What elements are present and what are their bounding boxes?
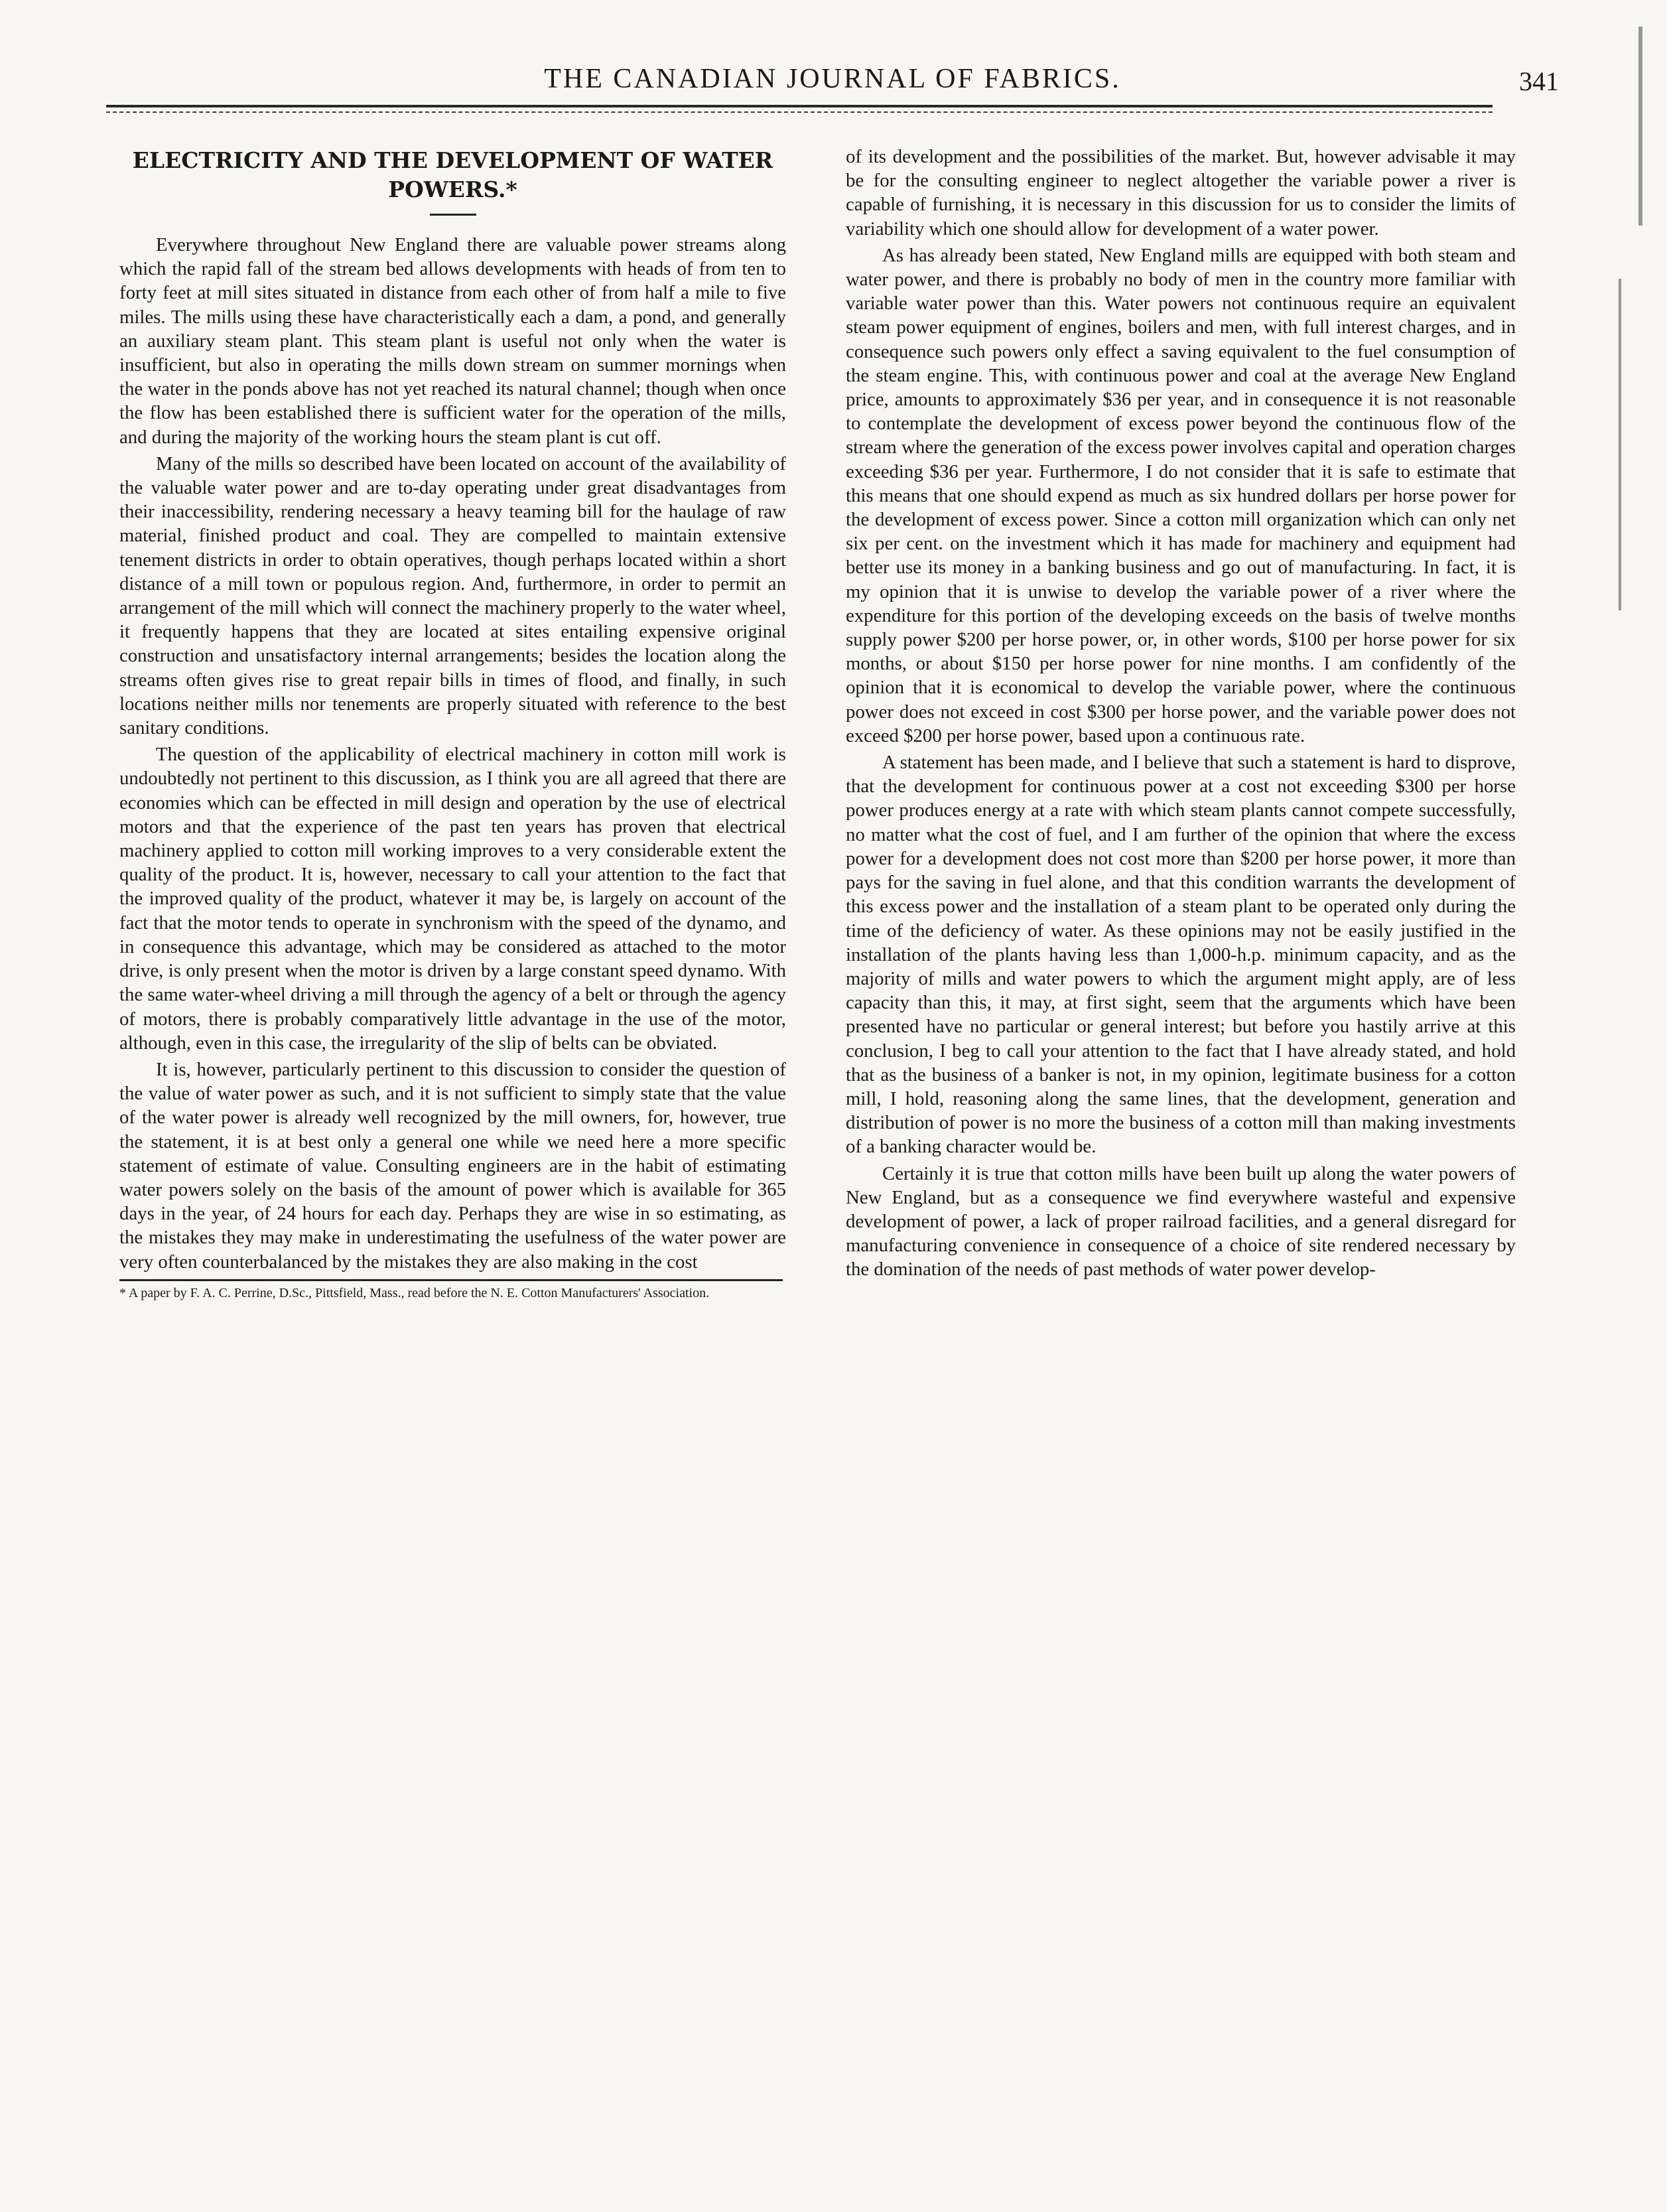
scan-edge-mark: [1619, 279, 1621, 610]
header-rule: [106, 105, 1493, 107]
paragraph: Everywhere throughout New England there are valuable power streams along which the rapid fall of the stream bed allows developments with heads of from ten to forty feet at mill sites situated in distance from each other of from half a mile to five miles. The mills using these have characteristically each a dam, a pond, and generally an auxiliary steam plant. This steam plant is useful not only when the water is insufficient, but also in operating the mills down stream on summer mornings when the water in the ponds above has not yet reached its natural channel; though when once the flow has been established there is sufficient water for the operation of the mills, and during the majority of the working hours the steam plant is cut off.: [119, 234, 786, 448]
paragraph: It is, however, particularly pertinent to this discussion to consider the question of the value of water power as such, and it is not sufficient to simply state that the value of the water power is already well recognized by the mill owners, for, however, true the statement, it is at best only a general one while we need here a more specific statement of estimate of value. Consulting engineers are in the habit of estimating water powers solely on the basis of the amount of power which is available for 365 days in the year, of 24 hours for each day. Perhaps they are wise in so estimating, as the mistakes they may make in underestimating the usefulness of the water power are very often counterbalanced by the mistakes they are also making in the cost: [119, 1058, 786, 1273]
paragraph: Certainly it is true that cotton mills have been built up along the water powers of New England, but as a consequence we find everywhere wasteful and expensive development of power, a lack of proper railroad facilities, and a general disregard for manufacturing convenience in consequence of a choice of site rendered necessary by the domination of the needs of past methods of water power develop-: [846, 1162, 1516, 1280]
footnote: * A paper by F. A. C. Perrine, D.Sc., Pittsfield, Mass., read before the N. E. Cotton Manufacturers' Association.: [119, 1285, 710, 1300]
paragraph: Many of the mills so described have been located on account of the availability of the valuable water power and are to-day operating under great disadvantages from their inaccessibility, rendering necessary a heavy teaming bill for the haulage of raw material, finished product and coal. They are compelled to maintain extensive tenement districts in order to obtain operatives, though perhaps located within a short distance of a mill town or populous region. And, furthermore, in order to permit an arrangement of the mill which will connect the machinery properly to the water wheel, it frequently happens that they are located at sites entailing expensive original construction and unsatisfactory internal arrangements; besides the location along the streams often gives rise to great repair bills in times of flood, and finally, in such locations neither mills nor tenements are properly situated with reference to the best sanitary conditions.: [119, 452, 786, 739]
footnote-divider: [119, 1279, 783, 1281]
paragraph: A statement has been made, and I believe that such a statement is hard to disprove, that the development for continuous power at a cost not exceeding $300 per horse power produces energy at a rate with which steam plants cannot compete successfully, no matter what the cost of fuel, and I am further of the opinion that where the excess power for a development does not cost more than $200 per horse power, it more than pays for the saving in fuel alone, and that this condition warrants the development of this excess power and the installation of a steam plant to be operated only during the time of the deficiency of water. As these opinions may not be easily justified in the installation of the plants having less than 1,000-h.p. minimum capacity, and as the majority of mills and water powers to which the argument might apply, are of less capacity than this, it may, at first sight, seem that the arguments which have been presented have no particular or general interest; but before you hastily arrive at this conclusion, I beg to call your attention to the fact that I have already stated, and hold that as the business of a banker is not, in my opinion, legitimate business for a cotton mill, I hold, reasoning along the same lines, that the development, generation and distribution of power is no more the business of a cotton mill than making investments of a banking character would be.: [846, 752, 1516, 1158]
page-number: 341: [1519, 66, 1559, 96]
title-divider: [430, 214, 476, 216]
left-column: [119, 146, 786, 1301]
paragraph-continued: of its development and the possibilities of the market. But, however advisable it may be for the consulting engineer to neglect altogether the variable power a river is capable of furnishing, it is necessary in this discussion for us to consider the limits of variability which one should allow for development of a water power.: [846, 146, 1516, 240]
header-rule-dashed: [106, 111, 1493, 113]
article-title: ELECTRICITY AND THE DEVELOPMENT OF WATER POWERS.*: [132, 147, 773, 202]
paragraph: The question of the applicability of electrical machinery in cotton mill work is undoubtedly not pertinent to this discussion, as I think you are all agreed that there are economies which can be effected in mill design and operation by the use of electrical motors and that the experience of the past ten years has proven that electrical machinery applied to cotton mill working improves to a very considerable extent the quality of the product. It is, however, necessary to call your attention to the fact that the improved quality of the product, whatever it may be, is largely on account of the fact that the motor tends to operate in synchronism with the speed of the dynamo, and in consequence this advantage, which may be considered as attached to the motor drive, is only present when the motor is driven by a large constant speed dynamo. With the same water-wheel driving a mill through the agency of a belt or through the agency of motors, there is probably comparatively little advantage in the use of the motor, although, even in this case, the irregularity of the slip of belts can be obviated.: [119, 744, 786, 1054]
running-title: THE CANADIAN JOURNAL OF FABRICS.: [544, 64, 1121, 94]
paragraph: As has already been stated, New England mills are equipped with both steam and water power, and there is probably no body of men in the country more familiar with variable water power than this. Water powers not continuous require an equivalent steam power equipment of engines, boilers and men, with full interest charges, and in consequence such powers only effect a saving equivalent to the fuel consumption of the steam engine. This, with continuous power and coal at the average New England price, amounts to approximately $36 per year, and in consequence it is not reasonable to contemplate the development of excess power beyond the continuous flow of the stream where the generation of the excess power involves capital and operation charges exceeding $36 per year. Furthermore, I do not consider that it is safe to estimate that this means that one should expend as much as six hundred dollars per horse power for the development of excess power. Since a cotton mill organization which can only net six per cent. on the investment which it has made for machinery and equipment had better use its money in a banking business and go out of manufacturing. In fact, it is my opinion that it is unwise to develop the variable power of a river where the expenditure for this portion of the developing exceeds on the basis of twelve months supply power $200 per horse power, or, in other words, $100 per horse power for six months, or about $150 per horse power for nine months. I am confidently of the opinion that it is economical to develop the variable power, where the continuous power does not exceed in cost $300 per horse power, and the variable power does not exceed $200 per horse power, based upon a continuous rate.: [846, 244, 1516, 746]
scan-edge-mark: [1638, 27, 1642, 226]
page-header: [100, 63, 1566, 109]
right-column: [846, 145, 1516, 1282]
